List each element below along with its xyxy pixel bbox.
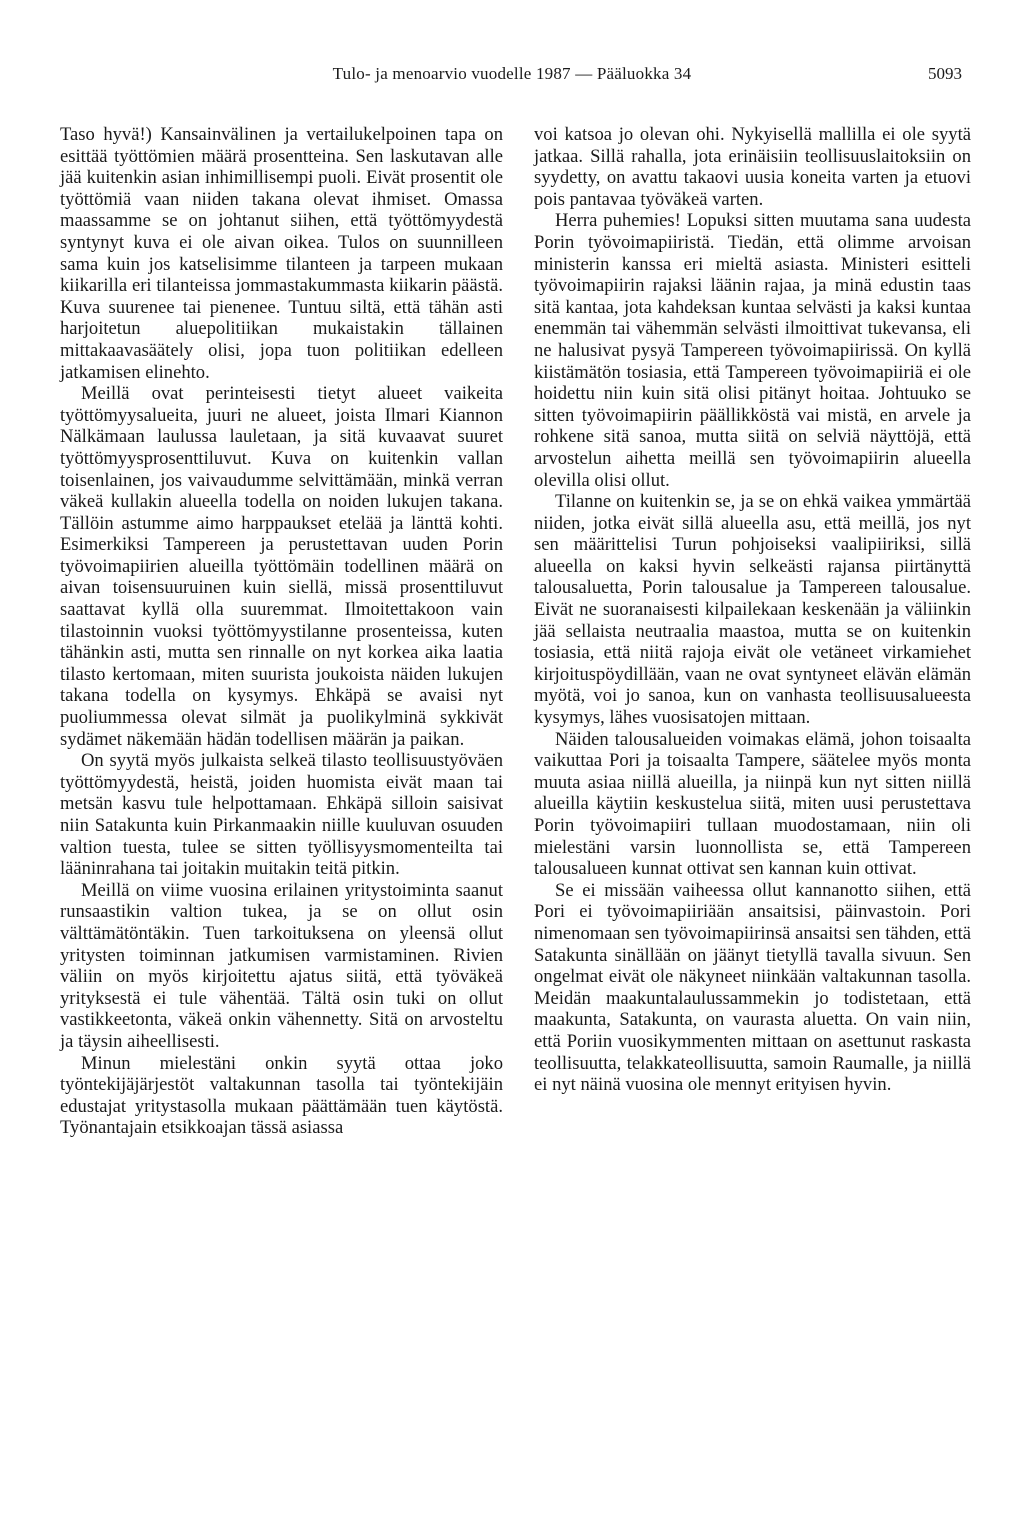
page-number: 5093 [928, 64, 962, 83]
paragraph: Herra puhemies! Lopuksi sitten muutama sana uudesta Porin työvoimapiiristä. Tiedän, että olimme arvoisan ministerin kanssa eri mieltä asiasta. Ministeri esitteli työvoimapiirin rajaksi läänin rajaa, ja minä edustin taas sitä kantaa, jota kahdeksan kuntaa selvästi ja kaksi kuntaa enemmän tai vähemmän selvästi ilmoittivat tukevansa, eli ne halusivat pysyä Tampereen työvoimapiirissä. On kyllä kiistämätön tosiasia, että Tampereen työvoimapiiriä ei ole hoidettu niin kuin sitä olisi pitänyt hoitaa. Johtuuko se sitten työvoimapiirin päällikköstä vai mistä, en arvele ja rohkene sitä sanoa, mutta siitä on selviä näyttöjä, että arvostelun aihetta meillä sen työvoimapiirin alueella olevilla olisi ollut. [534, 210, 971, 491]
paragraph: Näiden talousalueiden voimakas elämä, johon toisaalta vaikuttaa Pori ja toisaalta Tampere, säätelee myös monta muuta asiaa niillä alueilla, ja niinpä kun nyt sitten niillä alueilla käytiin keskustelua siitä, miten uusi perustettava Porin työvoimapiiri tullaan muodostamaan, niin oli mielestäni varsin luonnollista se, että Tampereen talousalueen kunnat ottivat sen kannan kuin ottivat. [534, 728, 971, 880]
paragraph: voi katsoa jo olevan ohi. Nykyisellä mallilla ei ole syytä jatkaa. Sillä rahalla, jota erinäisiin teollisuuslaitoksiin on syydetty, on avattu takaovi uusia koneita varten ja etuovi pois pantavaa työväkeä varten. [534, 124, 971, 210]
header-title: Tulo- ja menoarvio vuodelle 1987 — Pääluokka 34 [332, 64, 692, 83]
right-column [534, 124, 971, 1096]
paragraph: Taso hyvä!) Kansainvälinen ja vertailukelpoinen tapa on esittää työttömien määrä prosentteina. Sen laskutavan alle jää kuitenkin asian inhimillisempi puoli. Eivät prosentit ole työttömiä vaan niiden takana olevat ihmiset. Omassa maassamme se on johtanut siihen, että työttömyydestä syntynyt kuva ei ole aivan oikea. Tulos on suunnilleen sama kuin jos katselisimme tilanteen ja tarpeen mukaan kiikarilla eri tilanteissa jommastakummasta kiikarin päästä. Kuva suurenee tai pienenee. Tuntuu siltä, että tähän asti harjoitetun aluepolitiikan mukaistakin tällainen mittakaavasäätely olisi, jopa tuon politiikan edelleen jatkamisen elinehto. [60, 124, 503, 383]
left-column [60, 124, 503, 1139]
paragraph: Meillä on viime vuosina erilainen yritystoiminta saanut runsaastikin valtion tukea, ja se on ollut osin välttämätöntäkin. Tuen tarkoituksena on yleensä ollut yritysten toiminnan jatkumisen varmistaminen. Rivien väliin on myös kirjoitettu ajatus siitä, että työväkeä yrityksestä ei tule vähentää. Tältä osin tuki on ollut vastikkeetonta, väkeä onkin vähennetty. Sitä on arvosteltu ja täysin aiheellisesti. [60, 879, 503, 1052]
running-header [0, 64, 1024, 88]
paragraph: Se ei missään vaiheessa ollut kannanotto siihen, että Pori ei työvoimapiiriään ansaitsisi, päinvastoin. Pori nimenomaan sen työvoimapiirinsä ansaitsi sen tähden, että Satakunta sinällään on jäänyt tietyllä tavalla sivuun. Sen ongelmat eivät ole näkyneet niinkään valtakunnan tasolla. Meidän maakuntalaulussammekin jo todistetaan, että maakunta, Satakunta, on vaurasta aluetta. On vain niin, että Poriin vuosikymmenten mittaan on asettunut raskasta teollisuutta, telakkateollisuutta, samoin Raumalle, ja niillä ei nyt näinä vuosina ole mennyt erityisen hyvin. [534, 879, 971, 1096]
paragraph: Meillä ovat perinteisesti tietyt alueet vaikeita työttömyysalueita, juuri ne alueet, joista Ilmari Kiannon Nälkämaan laulussa lauletaan, ja sitä kuvaavat suuret työttömyysprosenttiluvut. Kuva on kuitenkin vallan toisenlainen, jos vaivaudumme selvittämään, minkä verran väkeä kullakin alueella todella on noiden lukujen takana. Tällöin astumme aimo harppaukset etelää ja länttä kohti. Esimerkiksi Tampereen ja perustettavan uuden Porin työvoimapiirien alueilla työttömäin todellinen määrä on aivan toisensuuruinen kuin siellä, missä prosenttiluvut saattavat kyllä olla suuremmat. Ilmoitettakoon vain tilastoinnin vuoksi työttömyystilanne prosenteissa, kuten tähänkin asti, mutta sen rinnalle on nyt korkea aika laatia tilasto kertomaan, miten suurista joukoista näiden lukujen takana todella on kysymys. Ehkäpä se avaisi nyt puoliummessa olevat silmät ja puolikylminä sykkivät sydämet näkemään hädän todellisen määrän ja paikan. [60, 383, 503, 750]
paragraph: On syytä myös julkaista selkeä tilasto teollisuustyöväen työttömyydestä, heistä, joiden huomista eivät maan tai metsän kasvu tule helpottamaan. Ehkäpä silloin saisivat niin Satakunta kuin Pirkanmaakin niille kuuluvan osuuden valtion tuesta, tulee se sitten työllisyysmomenteilta tai lääninrahana tai joitakin muitakin teitä pitkin. [60, 750, 503, 880]
paragraph: Tilanne on kuitenkin se, ja se on ehkä vaikea ymmärtää niiden, jotka eivät sillä alueella asu, että meillä, jos nyt sen määrittelisi Turun pohjoiseksi vaalipiiriksi, sillä alueella on kaksi hyvin selkeästi rajansa piirtänyttä talousaluetta, Porin talousalue ja Tampereen talousalue. Eivät ne suoranaisesti kilpailekaan keskenään ja väliinkin jää sellaista neutraalia maastoa, mutta se on kuitenkin tosiasia, että niitä rajoja eivät ole vetäneet virkamiehet kirjoituspöydillään, vaan ne ovat syntyneet elävän elämän myötä, voi jo sanoa, kun on vanhasta teollisuusalueesta kysymys, lähes vuosisatojen mittaan. [534, 491, 971, 729]
paragraph: Minun mielestäni onkin syytä ottaa joko työntekijäjärjestöt valtakunnan tasolla tai työntekijäin edustajat yritystasolla mukaan päättämään tuen käytöstä. Työnantajain etsikkoajan tässä asiassa [60, 1052, 503, 1139]
